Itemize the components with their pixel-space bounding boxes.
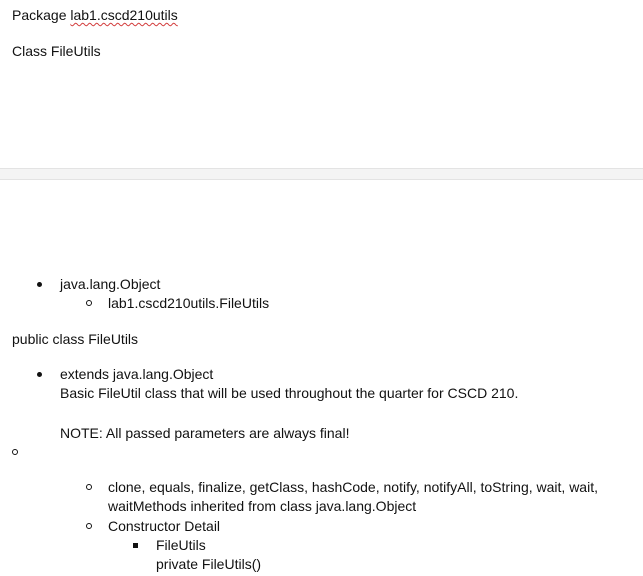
package-name: lab1.cscd210utils: [70, 7, 178, 23]
hierarchy-child: lab1.cscd210utils.FileUtils: [108, 295, 270, 311]
disc-bullet-icon: [37, 372, 42, 377]
circle-bullet-icon: [86, 523, 92, 529]
class-declaration: public class FileUtils: [12, 331, 139, 347]
constructor-signature: private FileUtils(): [156, 556, 262, 572]
constructor-detail-label: Constructor Detail: [108, 518, 221, 534]
circle-bullet-icon: [86, 300, 92, 306]
package-heading: [12, 6, 178, 24]
inherited-methods-label: waitMethods inherited from class java.lang.Object: [108, 498, 417, 514]
page-break-divider: [0, 168, 643, 180]
circle-bullet-icon: [86, 484, 92, 490]
class-note: NOTE: All passed parameters are always final!: [60, 425, 350, 441]
disc-bullet-icon: [37, 282, 42, 287]
class-description: Basic FileUtil class that will be used throughout the quarter for CSCD 210.: [60, 385, 519, 401]
class-heading: Class FileUtils: [12, 43, 101, 59]
constructor-name: FileUtils: [156, 537, 206, 553]
circle-bullet-icon: [12, 449, 18, 455]
square-bullet-icon: [133, 543, 138, 548]
extends-line: extends java.lang.Object: [60, 366, 214, 382]
package-prefix: Package: [12, 7, 71, 23]
hierarchy-root: java.lang.Object: [60, 276, 161, 292]
inherited-methods-list: clone, equals, finalize, getClass, hashCode, notify, notifyAll, toString, wait, wait,: [108, 479, 598, 495]
